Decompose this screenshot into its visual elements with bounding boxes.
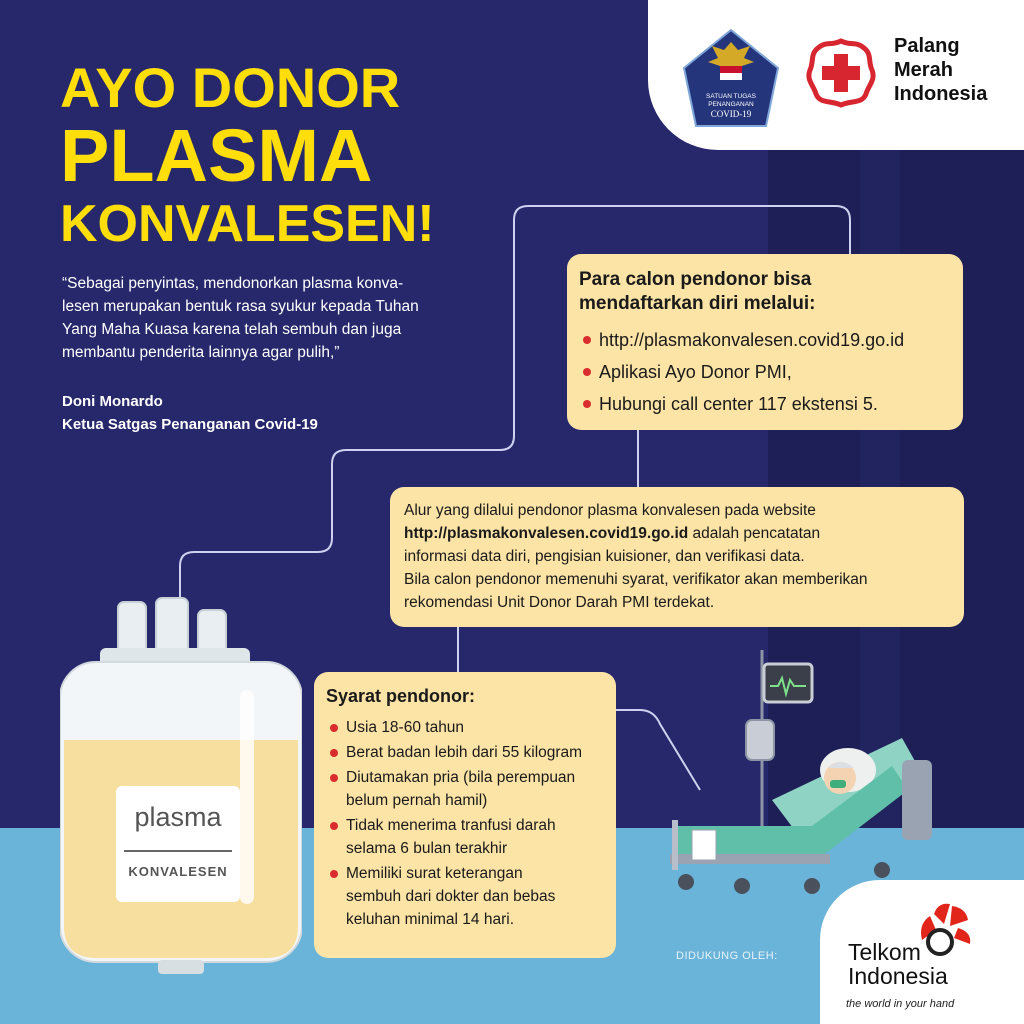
requirement-weight-text: Berat badan lebih dari 55 kilogram	[346, 744, 583, 761]
bag-label-plasma: plasma	[124, 786, 232, 852]
supported-by-label: DIDUKUNG OLEH:	[676, 950, 778, 962]
satgas-line1: SATUAN TUGAS	[706, 93, 756, 100]
satgas-line3: COVID-19	[710, 109, 752, 119]
author-role: Ketua Satgas Penanganan Covid-19	[62, 416, 318, 433]
pmi-logo	[806, 38, 876, 108]
requirement-gender-text2: belum pernah hamil)	[346, 792, 488, 809]
requirement-certificate	[326, 862, 604, 931]
flow-line1: Alur yang dilalui pendonor plasma konvalesen pada website	[404, 502, 816, 519]
requirement-transfusion-text1: Tidak menerima tranfusi darah	[346, 817, 556, 834]
flow-card	[390, 487, 964, 627]
quote-line3: Yang Maha Kuasa karena telah sembuh dan juga	[62, 321, 402, 338]
requirement-age-text: Usia 18-60 tahun	[346, 719, 465, 736]
requirement-gender	[326, 766, 604, 812]
register-title-line1: Para calon pendonor bisa	[579, 269, 812, 290]
quote-text	[62, 272, 482, 364]
flow-line2	[404, 522, 950, 545]
title-line2: PLASMA	[60, 114, 373, 197]
page-title	[60, 58, 435, 254]
flow-line3: informasi data diri, pengisian kuisioner, dan verifikasi data.	[404, 548, 805, 565]
quote-line4: membantu penderita lainnya agar pulih,”	[62, 344, 340, 361]
register-title-line2: mendaftarkan diri melalui:	[579, 293, 816, 314]
register-card	[567, 254, 963, 430]
quote-author	[62, 390, 318, 436]
telkom-tagline: the world in your hand	[846, 998, 955, 1010]
register-card-title	[579, 268, 951, 316]
requirements-title: Syarat pendonor:	[326, 686, 476, 706]
telkom-line2: Indonesia	[848, 963, 948, 989]
requirement-weight	[326, 741, 604, 764]
plasma-bag-label	[116, 786, 240, 902]
requirement-transfusion-text2: selama 6 bulan terakhir	[346, 840, 508, 857]
title-line1: AYO DONOR	[60, 56, 401, 119]
flow-line5: rekomendasi Unit Donor Darah PMI terdekat.	[404, 594, 715, 611]
quote-line1: “Sebagai penyintas, mendonorkan plasma konva-	[62, 275, 404, 292]
pmi-name	[894, 34, 987, 106]
register-item-callcenter: Hubungi call center 117 ekstensi 5.	[579, 388, 951, 420]
requirement-gender-text1: Diutamakan pria (bila perempuan	[346, 769, 576, 786]
satgas-line2: PENANGANAN	[708, 101, 754, 108]
flow-line2-rest: adalah pencatatan	[688, 525, 821, 542]
requirement-certificate-text3: keluhan minimal 14 hari.	[346, 911, 515, 928]
telkom-line1: Telkom	[848, 939, 921, 965]
author-name: Doni Monardo	[62, 393, 163, 410]
pmi-line3: Indonesia	[894, 83, 988, 105]
register-item-website[interactable]: http://plasmakonvalesen.covid19.go.id	[579, 324, 951, 356]
register-item-app: Aplikasi Ayo Donor PMI,	[579, 356, 951, 388]
telkom-name	[848, 940, 948, 988]
flow-line4: Bila calon pendonor memenuhi syarat, verifikator akan memberikan	[404, 571, 868, 588]
requirement-transfusion	[326, 814, 604, 860]
requirement-certificate-text2: sembuh dari dokter dan bebas	[346, 888, 556, 905]
requirement-age	[326, 716, 604, 739]
bag-label-konvalesen: KONVALESEN	[128, 864, 228, 879]
flow-website-link[interactable]: http://plasmakonvalesen.covid19.go.id	[404, 525, 689, 542]
requirements-list	[326, 716, 604, 931]
requirements-card	[314, 672, 616, 958]
pmi-line1: Palang	[894, 35, 960, 57]
hospital-bed-illustration	[652, 650, 942, 900]
pmi-line2: Merah	[894, 59, 953, 81]
register-list	[579, 324, 951, 420]
quote-line2: lesen merupakan bentuk rasa syukur kepada Tuhan	[62, 298, 419, 315]
satgas-covid19-logo	[680, 28, 782, 128]
requirement-certificate-text1: Memiliki surat keterangan	[346, 865, 523, 882]
title-line3: KONVALESEN!	[60, 195, 435, 253]
